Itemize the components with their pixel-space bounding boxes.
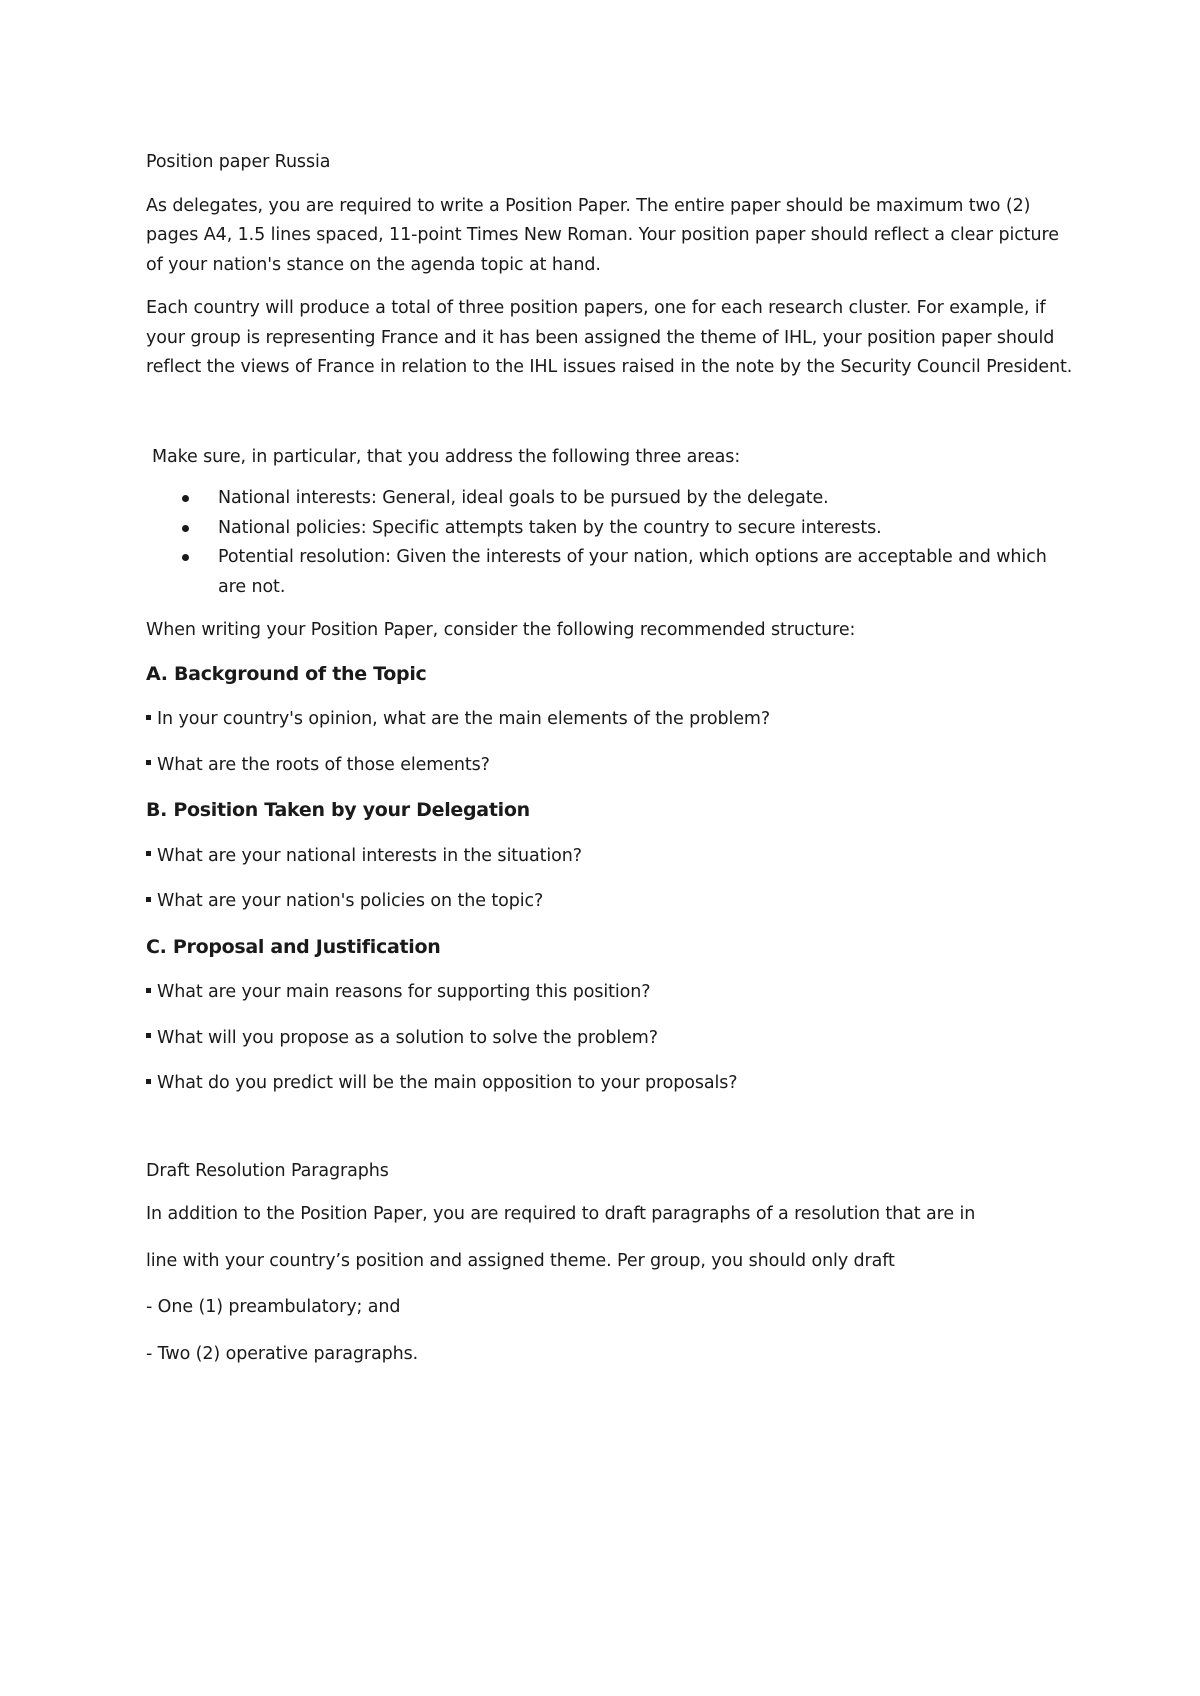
- square-bullet-icon: [146, 851, 151, 856]
- question-text: What are the roots of those elements?: [157, 754, 490, 775]
- list-item-text: National interests: General, ideal goals to be pursued by the delegate.: [218, 488, 829, 508]
- question-text: What are your national interests in the situation?: [157, 845, 582, 866]
- position-papers-paragraph: Each country will produce a total of three position papers, one for each research cluster. For example, if your group is representing France and it has been assigned the theme of IHL, your position paper should reflect the views of France in relation to the IHL issues raised in the note by the Security Council President.: [146, 298, 1073, 377]
- section-heading: A. Background of the Topic: [146, 662, 427, 685]
- document-content: [146, 148, 1076, 1386]
- question-item: [146, 1069, 1076, 1099]
- question-item: [146, 705, 1076, 735]
- question-text: In your country's opinion, what are the main elements of the problem?: [157, 709, 771, 729]
- question-text: What do you predict will be the main opposition to your proposals?: [157, 1073, 738, 1093]
- list-item-text: National policies: Specific attempts taken by the country to secure interests.: [218, 517, 882, 538]
- question-item: [146, 978, 1076, 1008]
- question-item: [146, 842, 1076, 872]
- square-bullet-icon: [146, 897, 151, 902]
- question-text: What are your main reasons for supporting this position?: [157, 982, 651, 1002]
- structure-intro: When writing your Position Paper, consider the following recommended structure:: [146, 620, 856, 640]
- bullet-icon: [182, 554, 189, 561]
- areas-intro: Make sure, in particular, that you address the following three areas:: [152, 446, 741, 467]
- question-text: What will you propose as a solution to solve the problem?: [157, 1027, 658, 1048]
- section-heading: C. Proposal and Justification: [146, 935, 441, 958]
- square-bullet-icon: [146, 1033, 151, 1038]
- document-title: Position paper Russia: [146, 152, 331, 172]
- square-bullet-icon: [146, 760, 151, 765]
- square-bullet-icon: [146, 988, 151, 993]
- section-heading: B. Position Taken by your Delegation: [146, 799, 530, 821]
- square-bullet-icon: [146, 1079, 151, 1084]
- question-item: [146, 1024, 1076, 1054]
- draft-resolution-text: line with your country’s position and assigned theme. Per group, you should only draft: [146, 1250, 895, 1271]
- list-item: [146, 543, 1076, 602]
- list-item: [146, 514, 1076, 544]
- square-bullet-icon: [146, 715, 151, 720]
- bullet-icon: [182, 495, 189, 502]
- bullet-icon: [182, 525, 189, 532]
- question-item: [146, 751, 1076, 781]
- draft-resolution-text: In addition to the Position Paper, you are required to draft paragraphs of a resolution that are in: [146, 1204, 976, 1224]
- draft-resolution-title: Draft Resolution Paragraphs: [146, 1160, 389, 1181]
- question-text: What are your nation's policies on the topic?: [157, 891, 544, 911]
- list-item-text: Potential resolution: Given the interests of your nation, which options are acceptable and which are not.: [218, 547, 1047, 597]
- draft-item-operative: - Two (2) operative paragraphs.: [146, 1343, 419, 1364]
- requirements-paragraph: As delegates, you are required to write a Position Paper. The entire paper should be maximum two (2) pages A4, 1.5 lines spaced, 11-point Times New Roman. Your position paper should reflect a clear picture of your nation's stance on the agenda topic at hand.: [146, 195, 1059, 275]
- draft-item-preambulatory: - One (1) preambulatory; and: [146, 1297, 401, 1317]
- question-item: [146, 887, 1076, 917]
- areas-list: [146, 484, 1076, 602]
- list-item: [146, 484, 1076, 514]
